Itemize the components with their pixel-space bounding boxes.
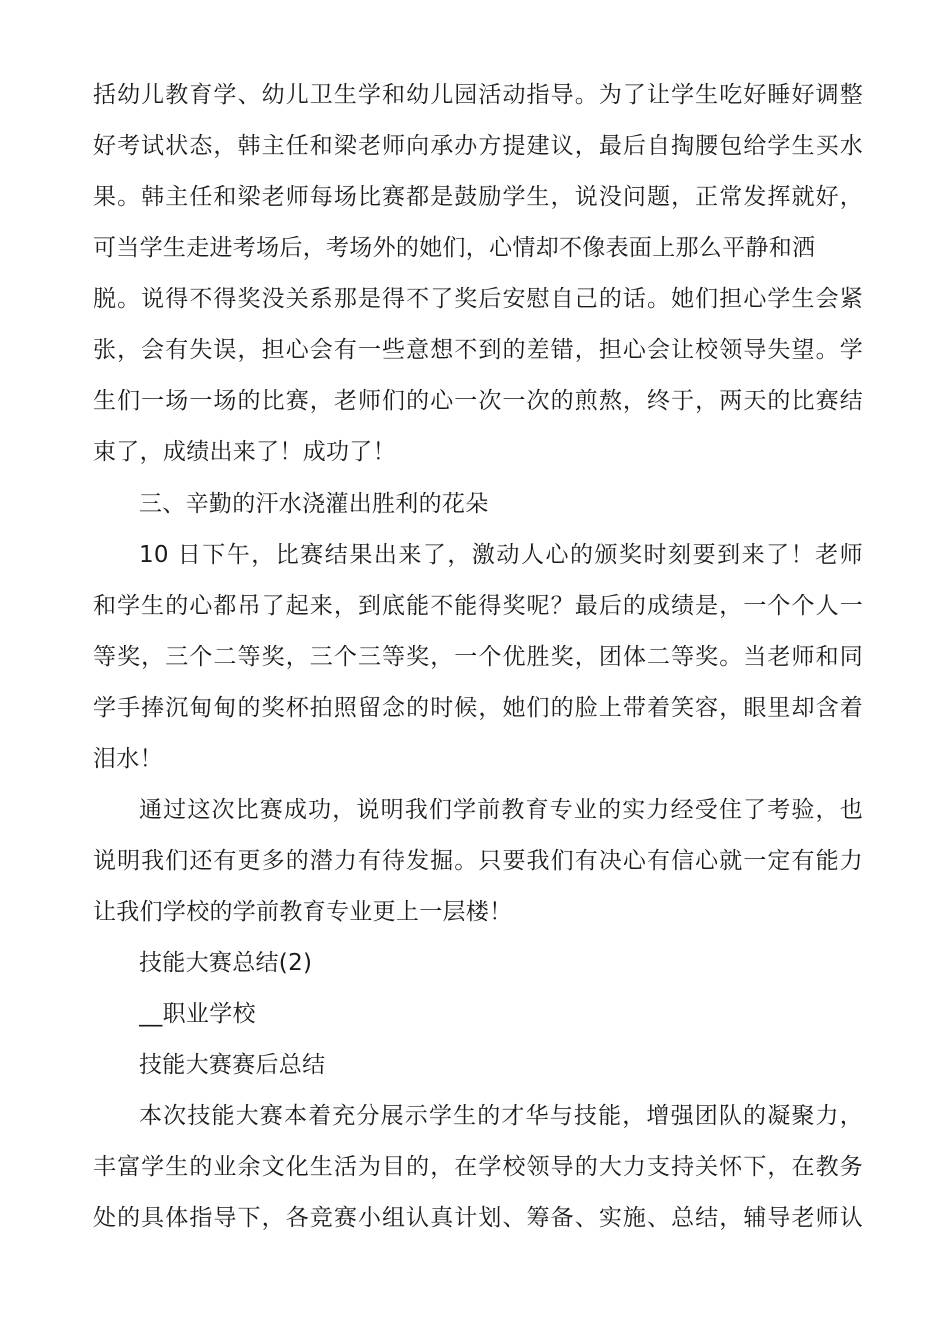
- paragraph-line: 学手捧沉甸甸的奖杯拍照留念的时候，她们的脸上带着笑容，眼里却含着: [93, 695, 863, 721]
- paragraph-line: 处的具体指导下，各竞赛小组认真计划、筹备、实施、总结，辅导老师认: [93, 1205, 863, 1231]
- paragraph-line: 让我们学校的学前教育专业更上一层楼！: [93, 899, 513, 925]
- paragraph-line: 好考试状态，韩主任和梁老师向承办方提建议，最后自掏腰包给学生买水: [93, 133, 863, 159]
- paragraph-line: 生们一场一场的比赛，老师们的心一次一次的煎熬，终于，两天的比赛结: [93, 388, 863, 414]
- document-title: 技能大赛总结(2): [139, 950, 313, 976]
- paragraph-line: 束了，成绩出来了！成功了！: [93, 439, 396, 465]
- paragraph-line: 可当学生走进考场后，考场外的她们，心情却不像表面上那么平静和洒: [93, 235, 816, 261]
- paragraph-line: 泪水！: [93, 746, 163, 772]
- paragraph-line: 10 日下午，比赛结果出来了，激动人心的颁奖时刻要到来了！老师: [139, 542, 863, 568]
- paragraph-line: 丰富学生的业余文化生活为目的，在学校领导的大力支持关怀下，在教务: [93, 1154, 863, 1180]
- paragraph-line: 本次技能大赛本着充分展示学生的才华与技能，增强团队的凝聚力，: [139, 1103, 863, 1129]
- section-heading: 三、辛勤的汗水浇灌出胜利的花朵: [139, 491, 489, 517]
- paragraph-line: 通过这次比赛成功，说明我们学前教育专业的实力经受住了考验，也: [139, 797, 863, 823]
- school-name: __职业学校: [139, 1001, 256, 1027]
- paragraph-line: 括幼儿教育学、幼儿卫生学和幼儿园活动指导。为了让学生吃好睡好调整: [93, 82, 863, 108]
- paragraph-line: 等奖，三个二等奖，三个三等奖，一个优胜奖，团体二等奖。当老师和同: [93, 644, 863, 670]
- paragraph-line: 和学生的心都吊了起来，到底能不能得奖呢？最后的成绩是，一个个人一: [93, 593, 863, 619]
- paragraph-line: 张，会有失误，担心会有一些意想不到的差错，担心会让校领导失望。学: [93, 337, 863, 363]
- summary-title: 技能大赛赛后总结: [139, 1052, 326, 1078]
- paragraph-line: 脱。说得不得奖没关系那是得不了奖后安慰自己的话。她们担心学生会紧: [93, 286, 863, 312]
- paragraph-line: 果。韩主任和梁老师每场比赛都是鼓励学生，说没问题，正常发挥就好，: [93, 184, 863, 210]
- paragraph-line: 说明我们还有更多的潜力有待发掘。只要我们有决心有信心就一定有能力: [93, 848, 863, 874]
